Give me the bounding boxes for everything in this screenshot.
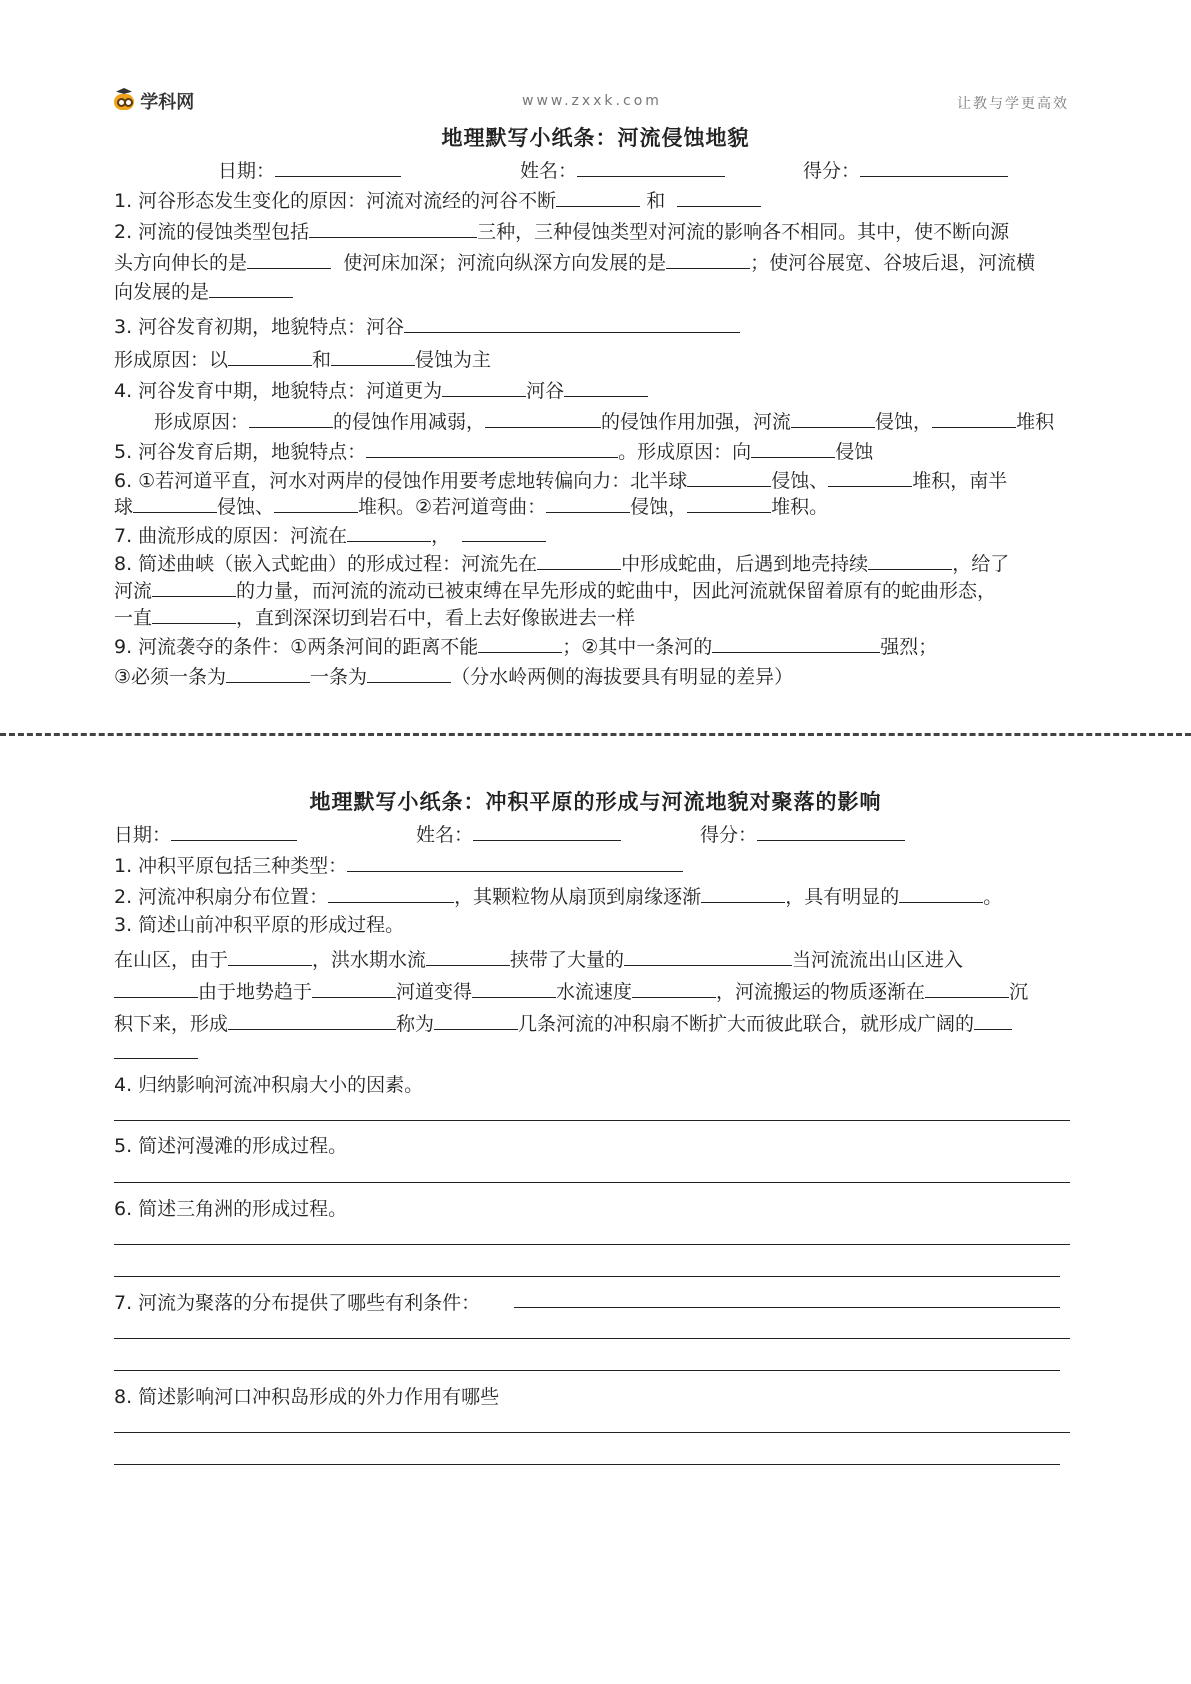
- answer-blank[interactable]: [133, 492, 217, 513]
- owl-logo-icon: [114, 94, 134, 110]
- s2-question-8: 8. 简述影响河口冲积岛形成的外力作用有哪些: [114, 1386, 500, 1408]
- answer-line[interactable]: [114, 1370, 1060, 1371]
- section2-score-row: [700, 820, 905, 847]
- answer-blank[interactable]: [537, 549, 621, 570]
- answer-blank[interactable]: [899, 882, 983, 903]
- answer-line[interactable]: [514, 1307, 1060, 1308]
- s1-question-4-line2: 形成原因： 的侵蚀作用减弱， 的侵蚀作用加强，河流 侵蚀， 堆积: [154, 407, 1054, 434]
- answer-line[interactable]: [114, 1244, 1070, 1245]
- answer-blank[interactable]: [932, 407, 1016, 428]
- answer-line[interactable]: [114, 1182, 1070, 1183]
- answer-blank[interactable]: [751, 437, 835, 458]
- answer-blank[interactable]: [712, 632, 880, 653]
- answer-line[interactable]: [114, 1338, 1070, 1339]
- s2-question-3-line2: 由于地势趋于 河道变得 水流速度 ，河流搬运的物质逐渐在 沉: [114, 977, 1028, 1004]
- date-blank[interactable]: [171, 820, 297, 841]
- s2-question-7: 7. 河流为聚落的分布提供了哪些有利条件：: [114, 1292, 481, 1314]
- date-label: 日期：: [218, 160, 276, 182]
- answer-blank[interactable]: [366, 437, 618, 458]
- answer-blank[interactable]: [434, 1009, 518, 1030]
- answer-blank[interactable]: [209, 277, 293, 298]
- answer-blank[interactable]: [687, 492, 771, 513]
- name-blank[interactable]: [577, 156, 725, 177]
- answer-line[interactable]: [114, 1058, 198, 1059]
- s1-question-9-line2: ③必须一条为 一条为 （分水岭两侧的海拔要具有明显的差异）: [114, 662, 793, 689]
- section1-score-row: [803, 156, 1008, 183]
- answer-blank[interactable]: [556, 186, 640, 207]
- answer-blank[interactable]: [249, 407, 333, 428]
- date-blank[interactable]: [275, 156, 401, 177]
- answer-line[interactable]: [114, 1120, 1070, 1121]
- s2-question-6: 6. 简述三角洲的形成过程。: [114, 1198, 348, 1220]
- answer-blank[interactable]: [632, 977, 716, 998]
- answer-blank[interactable]: [478, 632, 562, 653]
- answer-blank[interactable]: [666, 248, 750, 269]
- s1-question-1: 1. 河谷形态发生变化的原因：河流对流经的河谷不断 和: [114, 186, 761, 213]
- s1-question-2-line1: 2. 河流的侵蚀类型包括 三种，三种侵蚀类型对河流的影响各不相同。其中，使不断向源: [114, 217, 1009, 244]
- s1-question-2-line3: 向发展的是: [114, 277, 293, 304]
- s1-question-9-line1: 9. 河流袭夺的条件：①两条河间的距离不能 ；②其中一条河的 强烈；: [114, 632, 937, 659]
- answer-blank[interactable]: [564, 376, 648, 397]
- answer-blank[interactable]: [868, 549, 952, 570]
- score-blank[interactable]: [860, 156, 1008, 177]
- header-url: www.zxxk.com: [522, 93, 662, 109]
- answer-blank[interactable]: [974, 1009, 1012, 1030]
- s1-question-6-line2: 球 侵蚀、 堆积。②若河道弯曲： 侵蚀， 堆积。: [114, 492, 828, 519]
- answer-blank[interactable]: [791, 407, 875, 428]
- s2-question-2: 2. 河流冲积扇分布位置： ，其颗粒物从扇顶到扇缘逐渐 ，具有明显的 。: [114, 882, 1002, 909]
- score-label: 得分：: [700, 824, 758, 846]
- s2-question-5: 5. 简述河漫滩的形成过程。: [114, 1135, 348, 1157]
- s2-question-3-heading: 3. 简述山前冲积平原的形成过程。: [114, 914, 405, 936]
- answer-blank[interactable]: [331, 345, 415, 366]
- s1-question-8-line1: 8. 简述曲峡（嵌入式蛇曲）的形成过程：河流先在 中形成蛇曲，后遇到地壳持续 ，给了: [114, 549, 1009, 576]
- answer-blank[interactable]: [367, 662, 451, 683]
- date-label: 日期：: [114, 824, 172, 846]
- s1-question-2-line2: 头方向伸长的是 使河床加深；河流向纵深方向发展的是 ；使河谷展宽、谷坡后退，河流横: [114, 248, 1035, 275]
- section2-date-row: [114, 820, 297, 847]
- answer-blank[interactable]: [404, 312, 740, 333]
- answer-blank[interactable]: [546, 492, 630, 513]
- answer-line[interactable]: [114, 1276, 1060, 1277]
- logo-text: 学科网: [140, 92, 195, 113]
- s1-question-3-line2: 形成原因：以 和 侵蚀为主: [114, 345, 491, 372]
- s1-question-7: 7. 曲流形成的原因：河流在 ，: [114, 521, 546, 548]
- s1-question-4-line1: 4. 河谷发育中期，地貌特点：河道更为 河谷: [114, 376, 648, 403]
- name-label: 姓名：: [416, 824, 474, 846]
- answer-blank[interactable]: [426, 945, 510, 966]
- score-label: 得分：: [803, 160, 861, 182]
- answer-line[interactable]: [114, 1432, 1070, 1433]
- answer-blank[interactable]: [925, 977, 1009, 998]
- answer-blank[interactable]: [462, 521, 546, 542]
- answer-blank[interactable]: [226, 662, 310, 683]
- cut-line-divider: [0, 733, 1191, 736]
- s2-question-3-line1: 在山区，由于 ，洪水期水流 挟带了大量的 当河流流出山区进入: [114, 945, 963, 972]
- section1-info-row: [218, 156, 401, 183]
- answer-blank[interactable]: [677, 186, 761, 207]
- s1-question-3-line1: 3. 河谷发育初期，地貌特点：河谷: [114, 312, 740, 339]
- section2-name-row: [416, 820, 621, 847]
- answer-blank[interactable]: [485, 407, 601, 428]
- s1-question-8-line3: 一直 ，直到深深切到岩石中，看上去好像嵌进去一样: [114, 603, 635, 630]
- s1-question-5: 5. 河谷发育后期，地貌特点： 。形成原因：向 侵蚀: [114, 437, 873, 464]
- header-logo: [114, 88, 194, 114]
- s1-question-8-line2: 河流 的力量，而河流的流动已被束缚在早先形成的蛇曲中，因此河流就保留着原有的蛇曲形态，: [114, 576, 996, 603]
- name-label: 姓名：: [520, 160, 578, 182]
- score-blank[interactable]: [757, 820, 905, 841]
- answer-line[interactable]: [114, 1464, 1060, 1465]
- answer-blank[interactable]: [152, 576, 236, 597]
- answer-blank[interactable]: [687, 466, 771, 487]
- answer-blank[interactable]: [442, 376, 526, 397]
- section1-title: 地理默写小纸条：河流侵蚀地貌: [441, 125, 750, 150]
- s2-question-3-line3: 积下来，形成 称为 几条河流的冲积扇不断扩大而彼此联合，就形成广阔的: [114, 1009, 1012, 1036]
- answer-blank[interactable]: [228, 345, 312, 366]
- answer-blank[interactable]: [328, 882, 454, 903]
- answer-blank[interactable]: [247, 248, 331, 269]
- answer-blank[interactable]: [828, 466, 912, 487]
- answer-blank[interactable]: [152, 603, 236, 624]
- section2-title: 地理默写小纸条：冲积平原的形成与河流地貌对聚落的影响: [309, 789, 882, 814]
- answer-blank[interactable]: [701, 882, 785, 903]
- section1-name-row: [520, 156, 725, 183]
- header-slogan: 让教与学更高效: [957, 96, 1069, 112]
- s2-question-1: 1. 冲积平原包括三种类型：: [114, 851, 683, 878]
- s2-question-4: 4. 归纳影响河流冲积扇大小的因素。: [114, 1074, 424, 1096]
- answer-blank[interactable]: [114, 977, 198, 998]
- answer-blank[interactable]: [228, 945, 312, 966]
- name-blank[interactable]: [473, 820, 621, 841]
- answer-blank[interactable]: [347, 851, 683, 872]
- answer-blank[interactable]: [274, 492, 358, 513]
- answer-blank[interactable]: [309, 217, 477, 238]
- answer-blank[interactable]: [312, 977, 396, 998]
- answer-blank[interactable]: [472, 977, 556, 998]
- answer-blank[interactable]: [624, 945, 792, 966]
- answer-blank[interactable]: [228, 1009, 396, 1030]
- answer-blank[interactable]: [347, 521, 431, 542]
- s1-question-6-line1: 6. ①若河道平直，河水对两岸的侵蚀作用要考虑地转偏向力：北半球 侵蚀、 堆积，南半: [114, 466, 1007, 493]
